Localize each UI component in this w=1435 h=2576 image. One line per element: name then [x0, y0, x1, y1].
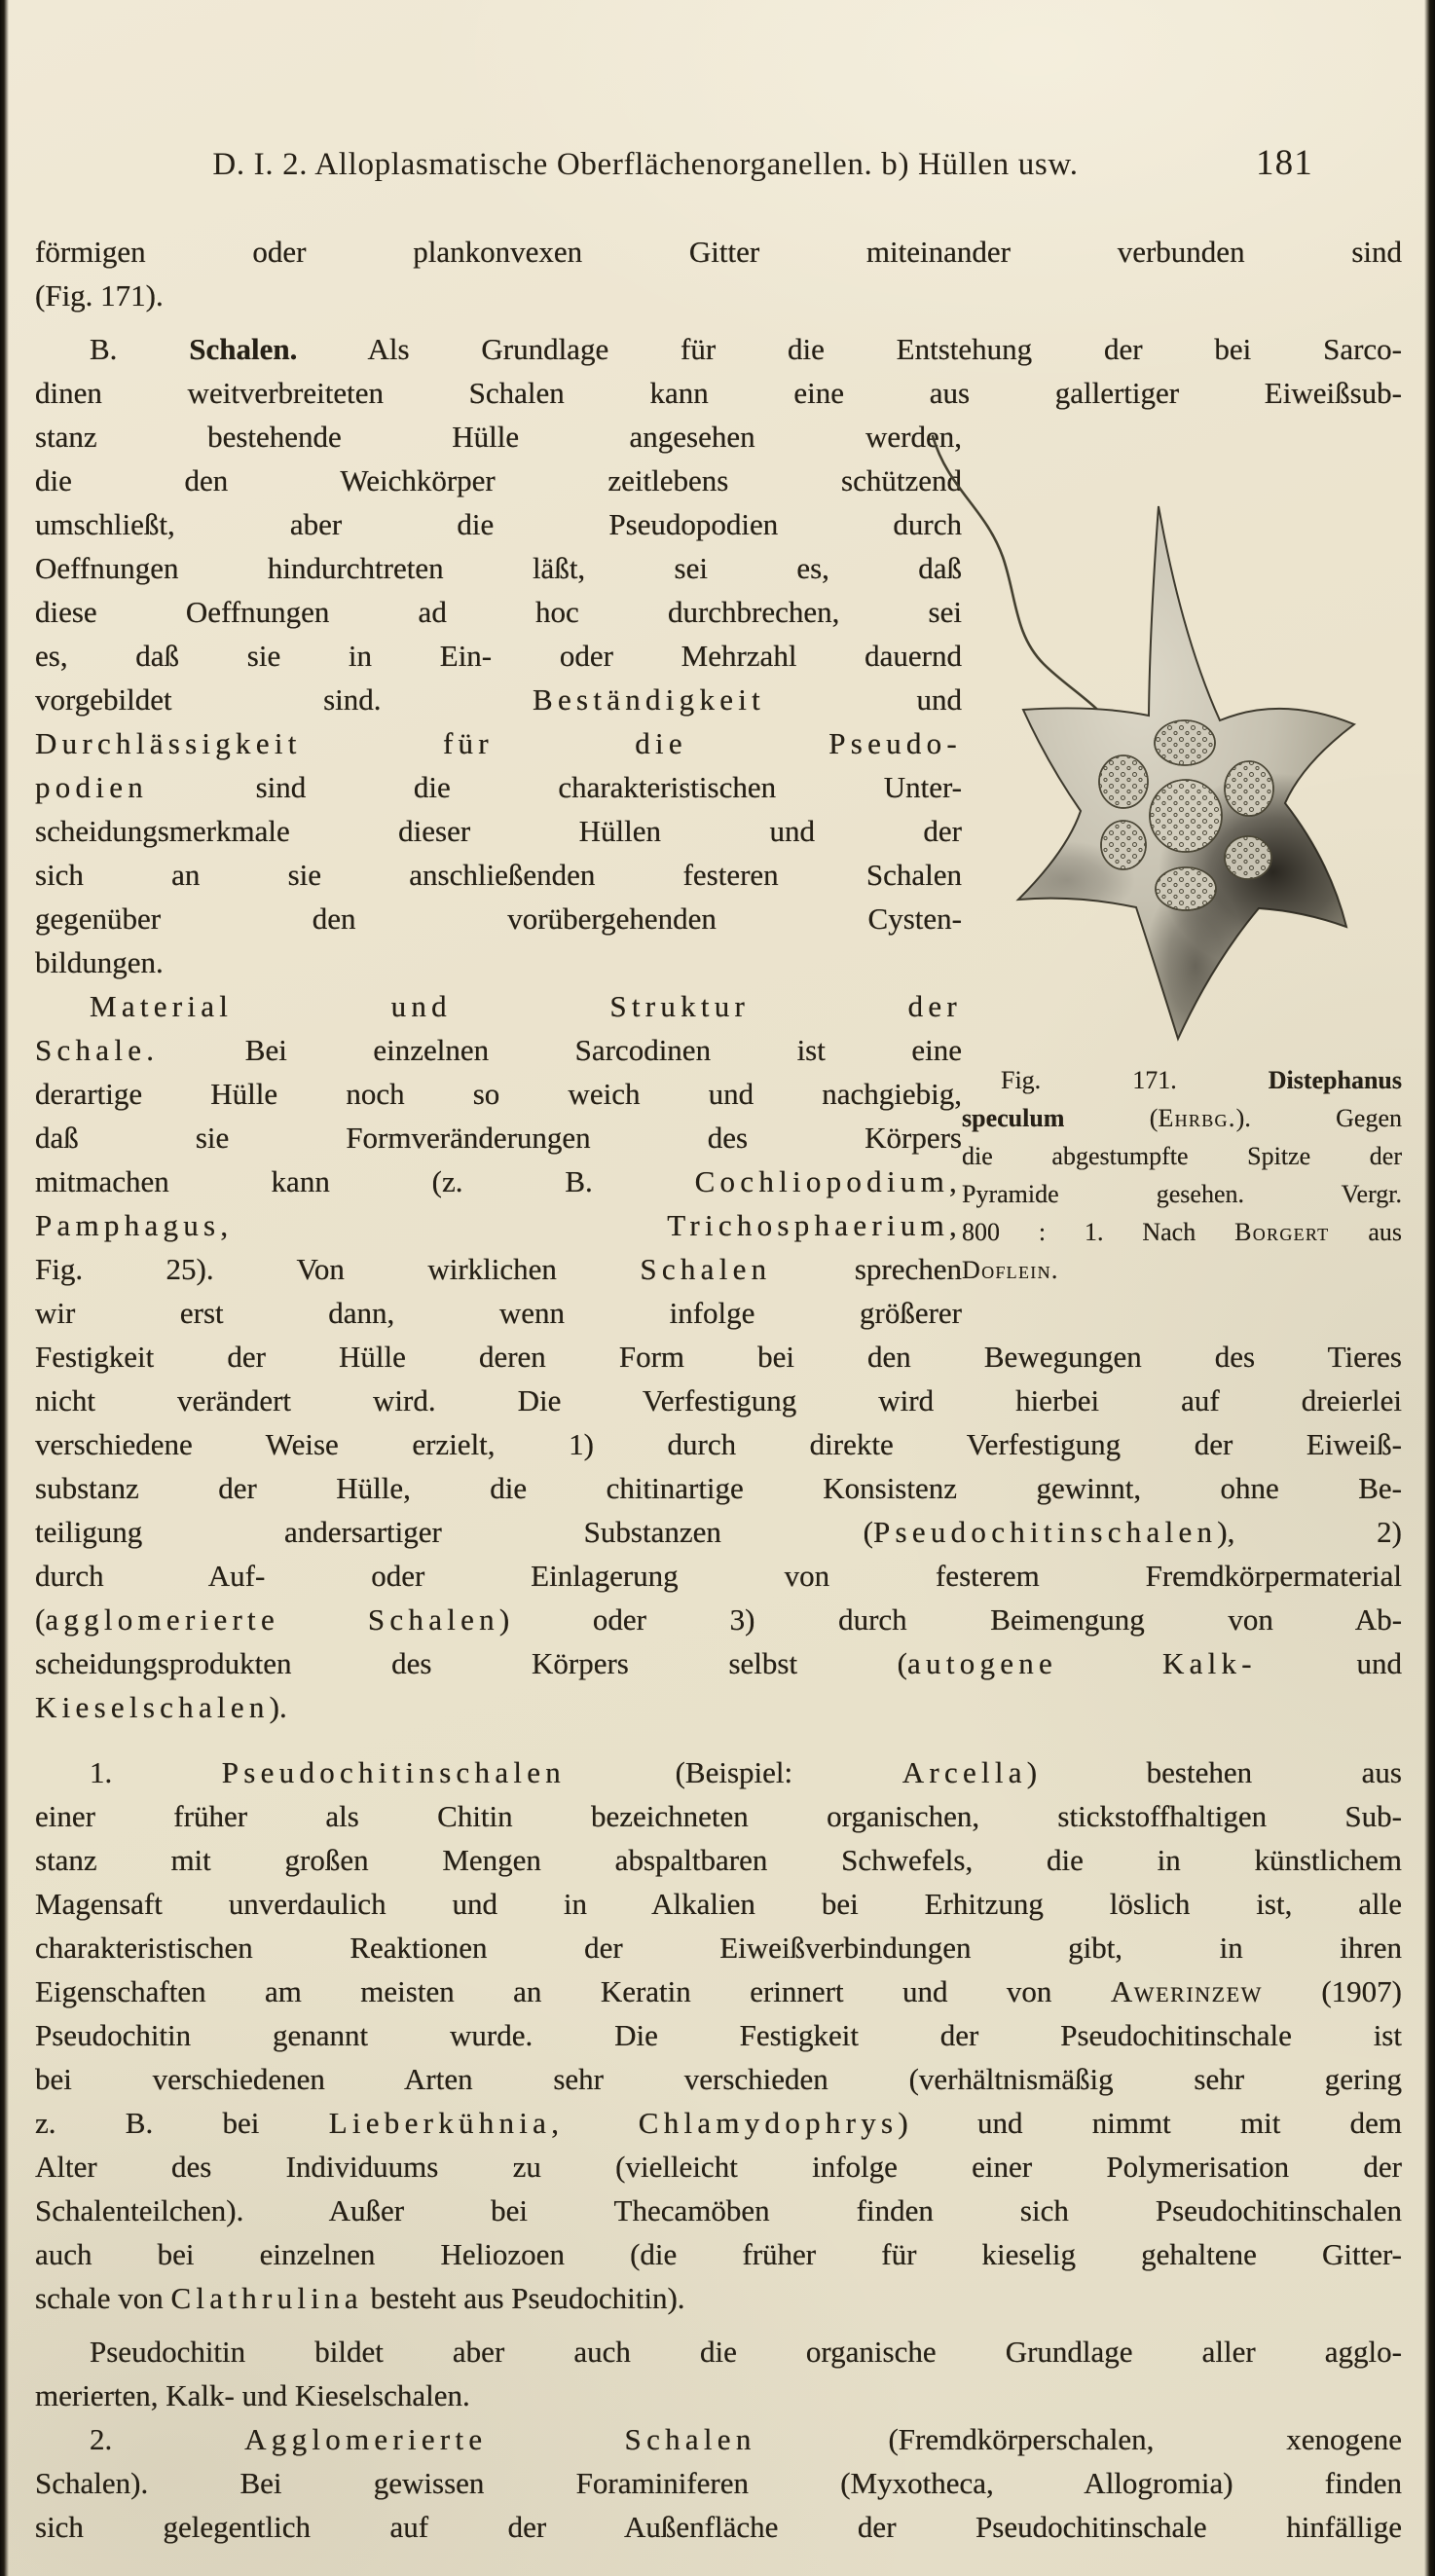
- text-segment: Als Grundlage für die Entstehung der bei Sarco-: [297, 332, 1402, 366]
- text-line: [35, 1379, 1402, 1422]
- text-segment: daß sie Formveränderungen des Körpers: [35, 1121, 962, 1155]
- text-segment: nicht verändert wird. Die Verfestigung wird hierbei auf dreierlei: [35, 1383, 1402, 1417]
- flagellum: [933, 436, 1116, 730]
- text-line: [35, 1794, 1402, 1838]
- text-segment: charakteristischen Reaktionen der Eiweißverbindungen gibt, in ihren: [35, 1931, 1402, 1965]
- text-segment: sich an sie anschließenden festeren Schalen: [35, 858, 962, 892]
- top-paragraph-block: [35, 230, 1402, 415]
- text-segment: ). Gegen: [1235, 1104, 1402, 1132]
- text-line: [962, 1099, 1402, 1137]
- text-segment: stanz bestehende Hülle angesehen werden,: [35, 420, 962, 454]
- text-segment: derartige Hülle noch so weich und nachgiebig,: [35, 1077, 962, 1111]
- text-segment: wir erst dann, wenn infolge größerer: [35, 1296, 962, 1330]
- text-segment: (Fremdkörperschalen, xenogene: [755, 2422, 1402, 2456]
- text-segment: Pamphagus, Trichosphaerium,: [35, 1208, 962, 1242]
- text-segment: (Fig. 171).: [35, 278, 164, 313]
- text-segment: Alter des Individuums zu (vielleicht infolge einer Polymerisation der: [35, 2150, 1402, 2184]
- text-segment: förmigen oder plankonvexen Gitter miteinander verbunden sind: [35, 235, 1402, 269]
- text-segment: vorgebildet sind.: [35, 682, 534, 717]
- text-line: [35, 721, 962, 765]
- text-line: [35, 1247, 962, 1291]
- text-line: [35, 2374, 1402, 2417]
- text-line: [35, 590, 962, 634]
- text-segment: aus: [1329, 1218, 1402, 1246]
- text-line: [35, 765, 962, 809]
- text-segment: und: [765, 682, 963, 717]
- text-line: [35, 2232, 1402, 2276]
- page-header: [35, 142, 1402, 184]
- text-segment: Doflein.: [962, 1256, 1059, 1284]
- text-segment: Ehrbg.: [1158, 1104, 1236, 1132]
- text-segment: dinen weitverbreiteten Schalen kann eine aus gallertiger Eiweißsub-: [35, 376, 1402, 410]
- text-line: [35, 2101, 1402, 2145]
- text-segment: Schale.: [35, 1033, 160, 1067]
- text-segment: Material und Struktur der: [90, 989, 962, 1023]
- text-segment: Arcella: [901, 1755, 1027, 1789]
- text-segment: die abgestumpfte Spitze der: [962, 1142, 1402, 1170]
- text-segment: die den Weichkörper zeitlebens schützend: [35, 463, 962, 497]
- text-line: [35, 1116, 962, 1159]
- text-segment: Magensaft unverdaulich und in Alkalien bei Erhitzung löslich ist, alle: [35, 1887, 1402, 1921]
- text-line: [35, 1028, 962, 1072]
- text-segment: schale von: [35, 2281, 171, 2315]
- text-segment: durch Auf- oder Einlagerung von festerem Fremdkörpermaterial: [35, 1559, 1402, 1593]
- text-segment: Pseudochitinschalen: [221, 1755, 567, 1789]
- text-line: [35, 2276, 1402, 2320]
- text-segment: 1.: [90, 1755, 222, 1789]
- text-line: [962, 1251, 1402, 1289]
- text-line: [35, 634, 962, 678]
- text-segment: ).: [269, 1690, 287, 1724]
- text-segment: stanz mit großen Mengen abspaltbaren Schwefels, die in künstlichem: [35, 1843, 1402, 1877]
- text-segment: substanz der Hülle, die chitinartige Konsistenz gewinnt, ohne Be-: [35, 1471, 1402, 1505]
- text-line: [35, 1838, 1402, 1882]
- text-segment: podien: [35, 770, 148, 804]
- text-segment: umschließt, aber die Pseudopodien durch: [35, 507, 962, 541]
- text-segment: Awerinzew: [1110, 1974, 1263, 2008]
- text-segment: B.: [90, 332, 190, 366]
- text-line: [35, 1510, 1402, 1554]
- text-line: [35, 1291, 962, 1335]
- figure-column: [962, 415, 1402, 1335]
- text-line: [35, 1203, 962, 1247]
- text-segment: Agglomerierte Schalen: [244, 2422, 756, 2456]
- text-line: [35, 1072, 962, 1116]
- text-segment: Eigenschaften am meisten an Keratin erinnert und von: [35, 1974, 1111, 2008]
- text-segment: Cochliopodium,: [694, 1164, 962, 1198]
- text-segment: Schalen). Bei gewissen Foraminiferen (Myxotheca, Allogromia) finden: [35, 2466, 1402, 2500]
- text-segment: sind die charakteristischen Unter-: [148, 770, 962, 804]
- text-line: [35, 1159, 962, 1203]
- text-segment: (: [1064, 1104, 1159, 1132]
- text-segment: (: [35, 1602, 46, 1637]
- text-segment: Kieselschalen: [35, 1690, 270, 1724]
- text-line: [35, 1422, 1402, 1466]
- text-segment: und: [1256, 1646, 1402, 1680]
- text-line: [35, 1969, 1402, 2013]
- text-segment: sprechen: [771, 1252, 962, 1286]
- scan-edge-right: [1424, 0, 1435, 2576]
- text-line: [35, 2417, 1402, 2461]
- text-line: [35, 2189, 1402, 2232]
- text-segment: Beständigkeit: [533, 682, 766, 717]
- text-segment: 800 : 1. Nach: [962, 1218, 1235, 1246]
- page-body: [35, 230, 1402, 2549]
- text-line: [962, 1137, 1402, 1175]
- text-segment: (1907): [1262, 1974, 1403, 2008]
- text-segment: teiligung andersartiger Substanzen (: [35, 1515, 874, 1549]
- text-segment: Schalen: [640, 1252, 772, 1286]
- text-line: [35, 1685, 1402, 1729]
- text-line: [35, 809, 962, 853]
- text-segment: sich gelegentlich auf der Außenfläche der Pseudochitinschale hinfällige: [35, 2510, 1402, 2544]
- text-segment: auch bei einzelnen Heliozoen (die früher für kieselig gehaltene Gitter-: [35, 2237, 1402, 2271]
- text-segment: Borgert: [1234, 1218, 1330, 1246]
- text-line: [35, 415, 962, 459]
- text-segment: merierten, Kalk- und Kieselschalen.: [35, 2378, 470, 2412]
- text-line: [962, 1213, 1402, 1251]
- text-segment: agglomerierte Schalen: [45, 1602, 499, 1637]
- text-line: [35, 678, 962, 721]
- text-line: [35, 1750, 1402, 1794]
- text-line: [35, 1641, 1402, 1685]
- text-segment: speculum: [962, 1104, 1065, 1132]
- text-segment: mitmachen kann (z. B.: [35, 1164, 695, 1198]
- text-line: [35, 2461, 1402, 2505]
- text-segment: Pseudochitin bildet aber auch die organische Grundlage aller agglo-: [90, 2335, 1402, 2369]
- text-segment: ) bestehen aus: [1026, 1755, 1402, 1789]
- two-column-section: [35, 415, 1402, 1335]
- left-text-column: [35, 415, 962, 1335]
- text-line: [35, 371, 1402, 415]
- text-segment: Fig. 25). Von wirklichen: [35, 1252, 641, 1286]
- text-line: [35, 1335, 1402, 1379]
- text-line: [35, 2145, 1402, 2189]
- text-segment: Distephanus: [1268, 1066, 1402, 1094]
- text-line: [35, 230, 1402, 274]
- text-segment: besteht aus Pseudochitin).: [362, 2281, 685, 2315]
- text-segment: gegenüber den vorübergehenden Cysten-: [35, 902, 962, 936]
- text-line: [35, 1554, 1402, 1598]
- text-line: [35, 940, 962, 984]
- text-line: [35, 984, 962, 1028]
- text-segment: scheidungsprodukten des Körpers selbst (: [35, 1646, 908, 1680]
- text-line: [35, 2505, 1402, 2549]
- text-segment: ) oder 3) durch Beimengung von Ab-: [498, 1602, 1403, 1637]
- text-line: [962, 1061, 1402, 1099]
- text-segment: Fig. 171.: [1001, 1066, 1269, 1094]
- text-segment: autogene Kalk-: [907, 1646, 1257, 1680]
- text-segment: Lieberkühnia, Chlamydophrys: [328, 2106, 899, 2140]
- text-line: [962, 1175, 1402, 1213]
- text-segment: bildungen.: [35, 945, 164, 979]
- text-segment: Pseudochitin genannt wurde. Die Festigkeit der Pseudochitinschale ist: [35, 2018, 1402, 2052]
- bottom-paragraph-block: [35, 1335, 1402, 2549]
- text-line: [35, 274, 1402, 317]
- text-segment: einer früher als Chitin bezeichneten organischen, stickstoffhaltigen Sub-: [35, 1799, 1402, 1833]
- text-segment: bei verschiedenen Arten sehr verschieden (verhältnismäßig sehr gering: [35, 2062, 1402, 2096]
- text-segment: (Beispiel:: [566, 1755, 902, 1789]
- text-segment: Clathrulina: [170, 2281, 363, 2315]
- text-segment: ) und nimmt mit dem: [898, 2106, 1402, 2140]
- running-title: D. I. 2. Alloplasmatische Oberflächenorganellen. b) Hüllen usw.: [212, 147, 1079, 182]
- text-segment: Durchlässigkeit für die Pseudo-: [35, 726, 962, 760]
- text-segment: Schalen.: [189, 332, 298, 366]
- text-segment: Oeffnungen hindurchtreten läßt, sei es, daß: [35, 551, 962, 585]
- text-line: [35, 897, 962, 940]
- distephanus-speculum-illustration: [921, 432, 1369, 1055]
- text-line: [35, 546, 962, 590]
- text-segment: Pseudochitinschalen: [873, 1515, 1218, 1549]
- text-line: [35, 1882, 1402, 1926]
- text-line: [35, 459, 962, 502]
- text-line: [35, 1926, 1402, 1969]
- text-line: [35, 2330, 1402, 2374]
- text-line: [35, 2057, 1402, 2101]
- scan-edge-left: [0, 0, 9, 2576]
- text-segment: verschiedene Weise erzielt, 1) durch direkte Verfestigung der Eiweiß-: [35, 1427, 1402, 1461]
- text-segment: Schalenteilchen). Außer bei Thecamöben finden sich Pseudochitinschalen: [35, 2193, 1402, 2227]
- text-line: [35, 1466, 1402, 1510]
- text-line: [35, 853, 962, 897]
- text-segment: Festigkeit der Hülle deren Form bei den Bewegungen des Tieres: [35, 1340, 1402, 1374]
- text-segment: Bei einzelnen Sarcodinen ist eine: [159, 1033, 962, 1067]
- text-segment: scheidungsmerkmale dieser Hüllen und der: [35, 814, 962, 848]
- text-line: [35, 2013, 1402, 2057]
- text-line: [35, 327, 1402, 371]
- text-segment: z. B. bei: [35, 2106, 329, 2140]
- page-number: 181: [1256, 143, 1313, 183]
- text-line: [35, 1598, 1402, 1641]
- text-segment: Pyramide gesehen. Vergr.: [962, 1180, 1402, 1208]
- text-segment: ), 2): [1217, 1515, 1402, 1549]
- text-segment: es, daß sie in Ein- oder Mehrzahl dauernd: [35, 639, 962, 673]
- figure-caption: [962, 1061, 1402, 1289]
- text-line: [35, 502, 962, 546]
- text-segment: diese Oeffnungen ad hoc durchbrechen, sei: [35, 595, 962, 629]
- text-segment: 2.: [90, 2422, 245, 2456]
